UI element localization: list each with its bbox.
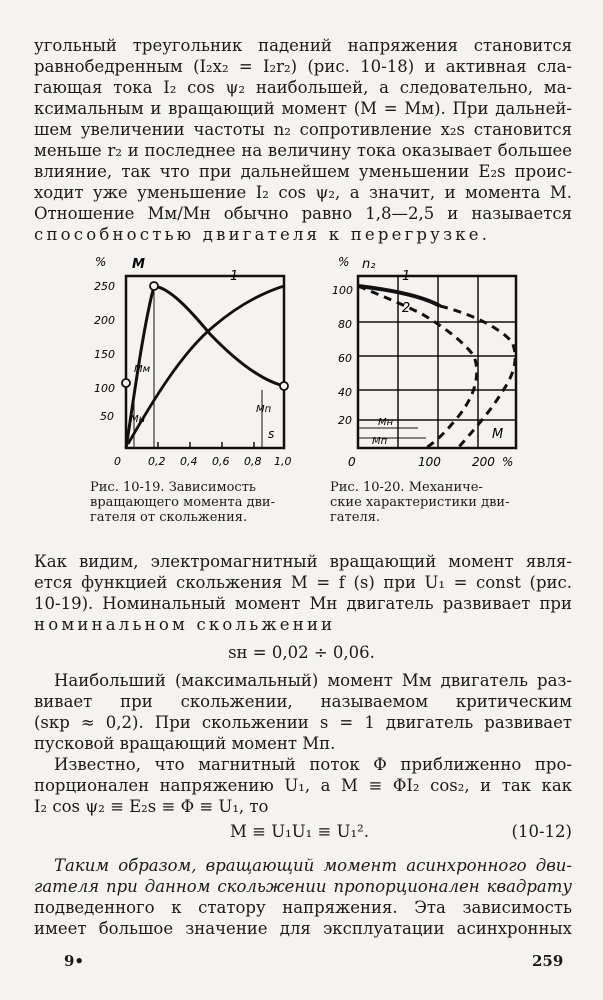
fig2-curve-label-2: 2: [402, 301, 411, 316]
para1-line-7: влияние, так что при дальнейшем уменьшении E₂s проис-: [34, 162, 572, 181]
signature-mark: 9•: [64, 952, 85, 970]
fig1-y-symbol: M: [132, 257, 145, 272]
para5-line-3: подведенного к статору напряжения. Эта зависимость: [34, 898, 572, 917]
fig2-xtick-100: 100: [418, 455, 441, 469]
fig1-nominal-point: [122, 379, 130, 387]
fig2-label-Mp: Mп: [372, 436, 388, 447]
para1-line-3: гающая тока I₂ cos ψ₂ наибольшей, а следовательно, ма-: [34, 78, 572, 97]
para3-line-1: Наибольший (максимальный) момент Mм двигатель раз-: [54, 671, 572, 690]
para2-line-1: Как видим, электромагнитный вращающий момент явля-: [34, 552, 572, 571]
para1-line-9: Отношение Mм/Mн обычно равно 1,8—2,5 и называется: [34, 204, 572, 223]
para5-line-2: гателя при данном скольжении пропорционален квадрату: [34, 877, 572, 896]
fig1-xtick-0-6: 0,6: [212, 455, 230, 468]
fig1-current-curve: [128, 286, 284, 444]
fig1-ytick-200: 200: [94, 314, 115, 327]
fig2-caption-2: ские характеристики дви-: [330, 495, 510, 510]
fig1-xtick-0-8: 0,8: [244, 455, 262, 468]
fig1-max-point: [150, 282, 158, 290]
fig2-x-unit: %: [502, 455, 514, 469]
fig1-ytick-250: 250: [94, 280, 115, 293]
fig1-label-s: s: [268, 427, 275, 441]
equation-number: (10-12): [511, 822, 572, 841]
fig2-y-symbol: n₂: [362, 257, 376, 272]
para1-line-1: угольный треугольник падений напряжения становится: [34, 36, 572, 55]
fig2-label-M: M: [492, 427, 504, 442]
para2-line-4: номинальном скольжении: [34, 615, 336, 634]
para2-line-2: ется функцией скольжения M = f (s) при U₁ = const (рис.: [34, 573, 572, 592]
fig1-label-Mm: Mм: [134, 364, 151, 375]
fig2-label-Mn: Mн: [378, 417, 394, 428]
para1-line-4: ксимальным и вращающий момент (M = Mм). При дальней-: [34, 99, 572, 118]
fig1-ytick-0: 0: [114, 455, 121, 468]
fig1-start-point: [280, 382, 288, 390]
fig2-caption-1: Рис. 10-20. Механиче-: [330, 480, 483, 495]
para5-line-1: Таким образом, вращающий момент асинхронного дви-: [54, 856, 572, 875]
fig1-label-Mn: Mн: [130, 414, 146, 425]
para1-line-6: меньше r₂ и последнее на величину тока оказывает большее: [34, 141, 572, 160]
fig1-ytick-100: 100: [94, 382, 115, 395]
equation-snom: sн = 0,02 ÷ 0,06.: [228, 643, 375, 662]
para1-line-5: шем увеличении частоты n₂ сопротивление x₂s становится: [34, 120, 572, 139]
fig1-ytick-150: 150: [94, 348, 115, 361]
para1-line-2: равнобедренным (I₂x₂ = I₂r₂) (рис. 10-18) и активная сла-: [34, 57, 572, 76]
para4-line-1: Известно, что магнитный поток Φ приближенно про-: [54, 755, 572, 774]
fig1-xtick-1-0: 1,0: [274, 455, 292, 468]
fig1-caption-1: Рис. 10-19. Зависимость: [90, 480, 256, 495]
fig2-xtick-0: 0: [348, 455, 356, 469]
para2-line-3: 10-19). Номинальный момент Mн двигатель развивает при: [34, 594, 572, 613]
fig1-caption-2: вращающего момента дви-: [90, 495, 275, 510]
fig2-ytick-100: 100: [332, 284, 353, 297]
equation-10-12-body: M ≡ U₁U₁ ≡ U₁².: [230, 822, 369, 841]
para3-line-4: пусковой вращающий момент Mп.: [34, 734, 336, 753]
page-number: 259: [532, 952, 564, 970]
para1-line-10: способностью двигателя к перегрузке.: [34, 225, 491, 244]
fig2-ytick-20: 20: [338, 414, 352, 427]
fig2-xtick-200: 200: [472, 455, 495, 469]
fig2-ytick-40: 40: [338, 386, 352, 399]
para5-line-4: имеет большое значение для эксплуатации асинхронных: [34, 919, 572, 938]
fig1-xtick-0-4: 0,4: [180, 455, 198, 468]
para4-line-3: I₂ cos ψ₂ ≡ E₂s ≡ Φ ≡ U₁, то: [34, 797, 269, 816]
fig1-y-unit: %: [95, 255, 107, 269]
fig1-xtick-0-2: 0,2: [148, 455, 166, 468]
fig2-y-unit: %: [338, 255, 350, 269]
figure-10-20: [322, 252, 532, 477]
para4-line-2: порционален напряжению U₁, а M ≡ ΦI₂ cos₂, и так как: [34, 776, 572, 795]
fig1-caption-3: гателя от скольжения.: [90, 510, 248, 525]
figure-10-19: [90, 252, 300, 477]
fig2-ytick-80: 80: [338, 318, 352, 331]
fig2-ytick-60: 60: [338, 352, 352, 365]
fig2-curve-label-1: 1: [402, 269, 411, 284]
fig2-caption-3: гателя.: [330, 510, 381, 525]
fig1-ytick-50: 50: [100, 410, 114, 423]
para1-line-8: ходит уже уменьшение I₂ cos ψ₂, а значит, и момента M.: [34, 183, 572, 202]
fig1-label-Mp: Mп: [256, 404, 272, 415]
fig1-curve-label-1: 1: [230, 269, 239, 284]
para3-line-3: (sкр ≈ 0,2). При скольжении s = 1 двигатель развивает: [34, 713, 572, 732]
para3-line-2: вивает при скольжении, называемом критическим: [34, 692, 572, 711]
